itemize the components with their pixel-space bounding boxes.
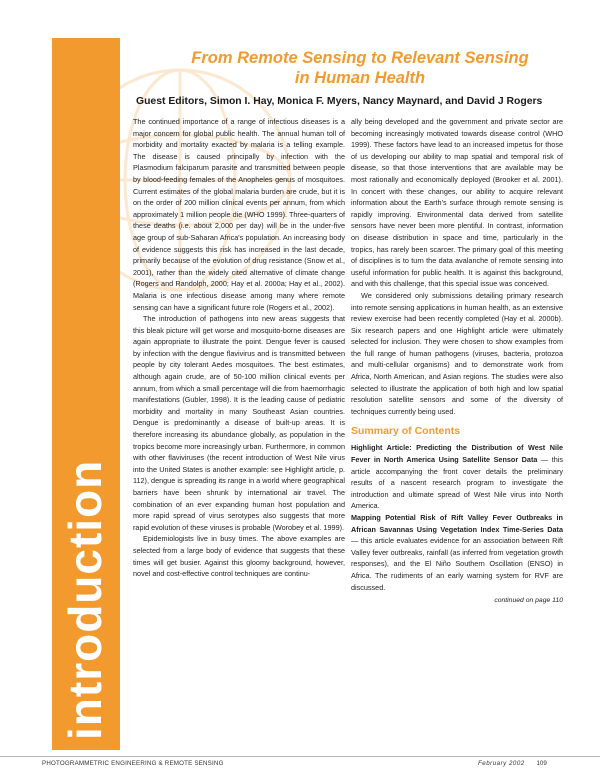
- summary-entry-1-text: — this article accompanying the front cover details the preliminary results of a nascent research program to investigate the introduction and ultimate spread of West Nile virus into North America.: [351, 455, 563, 511]
- article-title: [150, 48, 570, 88]
- issue-date: February 2002: [478, 760, 525, 767]
- continued-link[interactable]: continued on page 110: [494, 597, 563, 605]
- paragraph-1: The continued importance of a range of infectious diseases is a major concern for global public health. The annual human toll of morbidity and mortality exacted by malaria is a telling example. The disease is caused principally by infection with the Plasmodium falciparum parasite and transmitted between people by blood-feeding females of the Anopheles genus of mosquitoes. Current estimates of the global malaria burden are crude, but it is on the order of 200 million clinical events per annum, from which approximately 1 million people die (WHO 1999). Three-quarters of these deaths (i.e. about 2,000 per day) will be in the under-five age group of sub-Saharan Africa's population. An increasing body of evidence suggests this risk has increased in the last decade, primarily because of the evolution of drug resistance (Snow et al., 2001), rather than the widely cited alternative of climate change (Rogers and Randolph, 2000; Hay et al. 2000a; Hay et al., 2002). Malaria is one infectious disease among many where remote sensing can have a significant future role (Rogers et al., 2002).: [133, 117, 345, 312]
- title-line-2: in Human Health: [294, 69, 426, 87]
- column-right: [351, 116, 563, 607]
- column-left: [133, 116, 345, 580]
- summary-entry-2-title: Mapping Potential Risk of Rift Valley Fever Outbreaks in African Savannas Using Vegetation Index Time-Series Data: [351, 513, 563, 534]
- paragraph-4: ally being developed and the government and private sector are becoming increasingly motivated towards disease control (WHO 1999). These factors have lead to an increased impetus for those of us developing our ability to map spatial and temporal risk of disease, so that those interventions that are available may be most rationally and economically deployed (Brooker et al. 2001). In concert with these changes, our ability to acquire relevant information about the Earth's surface through remote sensing is rapidly improving. Environmental data derived from satellite sensors have never been more plentiful. In contrast, information on disease distribution in space and time, particularly in the tropics, has rarely been scarcer. The primary goal of this meeting of disciplines is to turn the data avalanche of remote sensing into useful information for public health. It is against this background, and with this challenge, that this special issue was conceived.: [351, 117, 563, 289]
- title-line-1: From Remote Sensing to Relevant Sensing: [191, 49, 529, 67]
- summary-entry-2-text: — this article evaluates evidence for an association between Rift Valley fever outbreaks, rainfall (as inferred from vegetation growth responses), and the El Niño Southern Oscillation (ENSO) in Africa. The rudiments of an early warning system for RVF are discussed.: [351, 536, 563, 592]
- footer-divider: [0, 756, 600, 757]
- summary-heading: Summary of Contents: [351, 425, 461, 438]
- paragraph-2: The introduction of pathogens into new areas suggests that this bleak picture will get worse and mosquito-borne diseases are again appropriate to illustrate the point. Dengue fever is caused by infection with the dengue flavivirus and is transmitted between people by city tolerant Aedes mosquitoes. The best estimates, although again crude, are of 50-100 million clinical events per annum, from which a small percentage will die from haemorrhagic manifestations (Gubler, 1998). It is the leading cause of pediatric morbidity and mortality in many Southeast Asian countries. Dengue is predominantly a disease of built-up areas. It is therefore increasing its abundance globally, as population in the tropics become more increasingly urban. Furthermore, in common with other flaviviruses (the recent introduction of West Nile virus into the United States is another example: see Highlight article, p. 112), dengue is spreading its range in a world where geographical barriers have been shrunk by international air travel. The combination of an ever expanding human host population and more rapid spread of virus serotypes also suggests that more rapid evolution of these viruses is probable (Worobey et al. 1999).: [133, 314, 345, 532]
- page-number: 109: [536, 760, 547, 767]
- section-label: introduction: [59, 459, 111, 740]
- summary-entry-1: [351, 442, 563, 512]
- guest-editors: Guest Editors, Simon I. Hay, Monica F. Myers, Nancy Maynard, and David J Rogers: [136, 96, 543, 107]
- summary-entry-2: [351, 512, 563, 593]
- summary-entry-1-title: Highlight Article: Predicting the Distribution of West Nile Fever in North America Using Satellite Sensor Data: [351, 443, 563, 465]
- footer-meta: [478, 760, 547, 767]
- paragraph-5: We considered only submissions detailing primary research into remote sensing applications in human health, as an extensive review exercise had been recently completed (Hay et al. 2000b). Six research papers and one Highlight article were ultimately selected for inclusion. They were chosen to show examples from the full range of human pathogens (viruses, bacteria, protozoa and multi-cellular organisms) and to demonstrate work from Africa, North American, and Asian regions. The studies were also selected to illustrate the application of both high and low spatial resolution satellite sensors and some of the diversity of techniques currently being used.: [351, 290, 563, 416]
- paragraph-3: Epidemiologists live in busy times. The above examples are selected from a large body of evidence that suggests that these times will get busier. Against this gloomy background, however, novel and cost-effective control techniques are continu-: [133, 534, 345, 579]
- journal-name: PHOTOGRAMMETRIC ENGINEERING & REMOTE SENSING: [42, 760, 224, 767]
